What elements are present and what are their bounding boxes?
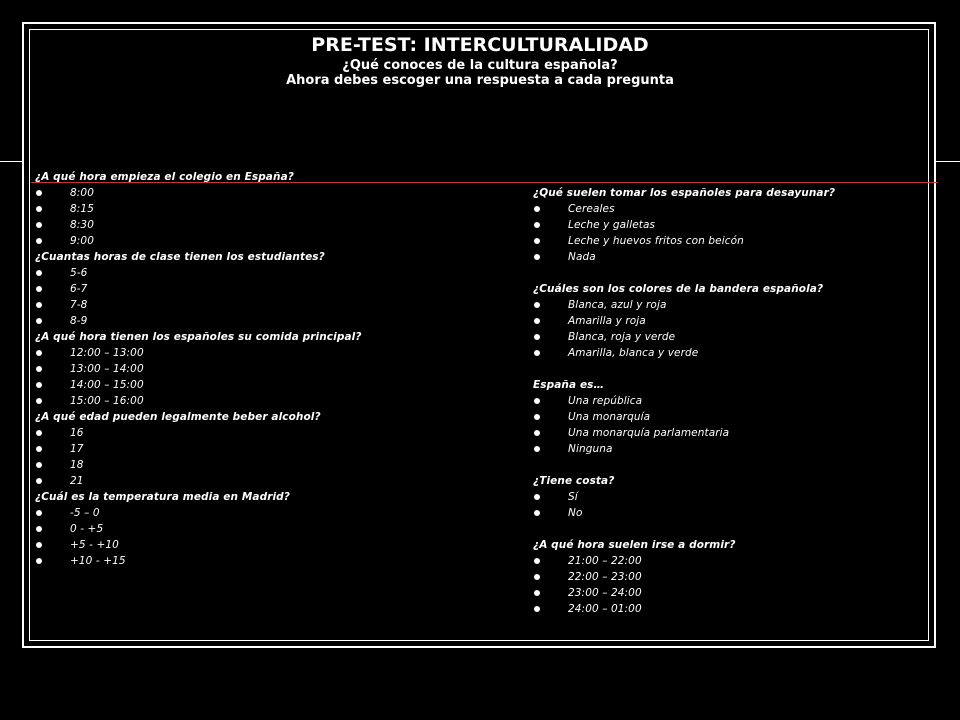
answer-option-label: 8:30: [70, 219, 94, 231]
answer-option[interactable]: [35, 233, 495, 249]
bullet-icon: [36, 206, 42, 212]
bullet-icon: [36, 526, 42, 532]
bullet-icon: [36, 222, 42, 228]
answer-option-label: Una monarquía: [568, 411, 651, 423]
answer-option-label: 8-9: [70, 315, 88, 327]
bullet-icon: [534, 302, 540, 308]
answer-option-label: No: [568, 507, 583, 519]
question-text: ¿A qué hora empieza el colegio en España?: [35, 171, 294, 183]
bullet-icon: [36, 542, 42, 548]
answer-option[interactable]: [533, 425, 933, 441]
answer-option-label: Nada: [568, 251, 596, 263]
answer-option-label: 13:00 – 14:00: [70, 363, 144, 375]
answer-option[interactable]: [35, 313, 495, 329]
answer-option-label: -5 – 0: [70, 507, 100, 519]
answer-option-label: 9:00: [70, 235, 94, 247]
answer-option-label: 7-8: [70, 299, 88, 311]
question-spacer: [533, 521, 933, 537]
answer-option-label: Ninguna: [568, 443, 613, 455]
right-question-column: [533, 185, 933, 617]
answer-option[interactable]: [533, 393, 933, 409]
bullet-icon: [36, 286, 42, 292]
answer-option[interactable]: [35, 185, 495, 201]
bullet-icon: [36, 510, 42, 516]
answer-option-label: 21:00 – 22:00: [568, 555, 642, 567]
bullet-icon: [36, 558, 42, 564]
answer-option[interactable]: [35, 457, 495, 473]
bullet-icon: [36, 302, 42, 308]
bullet-icon: [36, 446, 42, 452]
answer-option-label: Amarilla, blanca y verde: [568, 347, 699, 359]
question-text: ¿Cuantas horas de clase tienen los estudiantes?: [35, 251, 325, 263]
bullet-icon: [534, 574, 540, 580]
bullet-icon: [534, 606, 540, 612]
answer-option[interactable]: [35, 393, 495, 409]
bullet-icon: [534, 398, 540, 404]
answer-option-label: 17: [70, 443, 84, 455]
answer-option-label: 14:00 – 15:00: [70, 379, 144, 391]
answer-option[interactable]: [533, 201, 933, 217]
question-text: ¿Qué suelen tomar los españoles para desayunar?: [533, 187, 836, 199]
bullet-icon: [534, 222, 540, 228]
answer-option-label: 21: [70, 475, 84, 487]
answer-option-label: 5-6: [70, 267, 88, 279]
answer-option[interactable]: [35, 473, 495, 489]
bullet-icon: [534, 414, 540, 420]
answer-option-label: 15:00 – 16:00: [70, 395, 144, 407]
answer-option[interactable]: [35, 281, 495, 297]
answer-option[interactable]: [35, 441, 495, 457]
bullet-icon: [36, 238, 42, 244]
left-question-column: [35, 169, 495, 569]
answer-option[interactable]: [35, 537, 495, 553]
bullet-icon: [534, 590, 540, 596]
answer-option[interactable]: [533, 585, 933, 601]
answer-option[interactable]: [35, 521, 495, 537]
answer-option[interactable]: [533, 345, 933, 361]
bullet-icon: [36, 462, 42, 468]
answer-option-label: 12:00 – 13:00: [70, 347, 144, 359]
answer-option[interactable]: [533, 217, 933, 233]
answer-option[interactable]: [35, 505, 495, 521]
answer-option-label: 8:00: [70, 187, 94, 199]
bullet-icon: [534, 510, 540, 516]
question-spacer: [533, 265, 933, 281]
answer-option[interactable]: [533, 329, 933, 345]
bullet-icon: [36, 270, 42, 276]
divider-right: [936, 161, 960, 162]
answer-option[interactable]: [533, 233, 933, 249]
answer-option-label: Sí: [568, 491, 578, 503]
bullet-icon: [534, 494, 540, 500]
answer-option[interactable]: [35, 297, 495, 313]
answer-option-label: Leche y huevos fritos con beicón: [568, 235, 744, 247]
answer-option-label: Cereales: [568, 203, 615, 215]
answer-option[interactable]: [533, 297, 933, 313]
bullet-icon: [36, 478, 42, 484]
bullet-icon: [36, 430, 42, 436]
answer-option-label: 0 - +5: [70, 523, 104, 535]
answer-option-label: 16: [70, 427, 84, 439]
page-subtitle: ¿Qué conoces de la cultura española?: [342, 58, 618, 73]
bullet-icon: [36, 190, 42, 196]
answer-option[interactable]: [35, 345, 495, 361]
answer-option-label: Una república: [568, 395, 643, 407]
answer-option[interactable]: [533, 489, 933, 505]
answer-option-label: 22:00 – 23:00: [568, 571, 642, 583]
answer-option[interactable]: [35, 377, 495, 393]
answer-option[interactable]: [35, 425, 495, 441]
answer-option[interactable]: [35, 217, 495, 233]
divider-left: [0, 161, 22, 162]
bullet-icon: [534, 558, 540, 564]
question-text: ¿A qué edad pueden legalmente beber alcohol?: [35, 411, 321, 423]
bullet-icon: [36, 382, 42, 388]
answer-option-label: Amarilla y roja: [568, 315, 646, 327]
bullet-icon: [534, 430, 540, 436]
answer-option[interactable]: [533, 505, 933, 521]
answer-option-label: 6-7: [70, 283, 88, 295]
question-text: ¿A qué hora suelen irse a dormir?: [533, 539, 736, 551]
bullet-icon: [534, 446, 540, 452]
answer-option[interactable]: [533, 441, 933, 457]
bullet-icon: [534, 318, 540, 324]
answer-option[interactable]: [35, 201, 495, 217]
answer-option[interactable]: [533, 249, 933, 265]
bullet-icon: [36, 318, 42, 324]
question-text: ¿Tiene costa?: [533, 475, 615, 487]
answer-option-label: 8:15: [70, 203, 94, 215]
answer-option-label: Leche y galletas: [568, 219, 656, 231]
bullet-icon: [534, 238, 540, 244]
answer-option[interactable]: [533, 409, 933, 425]
bullet-icon: [36, 398, 42, 404]
answer-option-label: 24:00 – 01:00: [568, 603, 642, 615]
bullet-icon: [36, 350, 42, 356]
page-title: PRE-TEST: INTERCULTURALIDAD: [311, 34, 649, 56]
question-spacer: [533, 361, 933, 377]
answer-option[interactable]: [35, 553, 495, 569]
question-text: España es…: [533, 379, 605, 391]
answer-option[interactable]: [533, 553, 933, 569]
answer-option[interactable]: [35, 265, 495, 281]
answer-option-label: Blanca, roja y verde: [568, 331, 676, 343]
answer-option[interactable]: [533, 601, 933, 617]
bullet-icon: [534, 334, 540, 340]
question-text: ¿Cuáles son los colores de la bandera española?: [533, 283, 824, 295]
answer-option[interactable]: [533, 569, 933, 585]
answer-option[interactable]: [533, 313, 933, 329]
answer-option-label: +10 - +15: [70, 555, 126, 567]
answer-option-label: +5 - +10: [70, 539, 119, 551]
question-spacer: [533, 457, 933, 473]
bullet-icon: [534, 350, 540, 356]
bullet-icon: [534, 254, 540, 260]
question-text: ¿Cuál es la temperatura media en Madrid?: [35, 491, 290, 503]
answer-option-label: 23:00 – 24:00: [568, 587, 642, 599]
answer-option[interactable]: [35, 361, 495, 377]
page-instructions: Ahora debes escoger una respuesta a cada pregunta: [286, 73, 674, 88]
question-text: ¿A qué hora tienen los españoles su comida principal?: [35, 331, 362, 343]
answer-option-label: Una monarquía parlamentaria: [568, 427, 730, 439]
bullet-icon: [534, 206, 540, 212]
bullet-icon: [36, 366, 42, 372]
answer-option-label: Blanca, azul y roja: [568, 299, 667, 311]
answer-option-label: 18: [70, 459, 84, 471]
